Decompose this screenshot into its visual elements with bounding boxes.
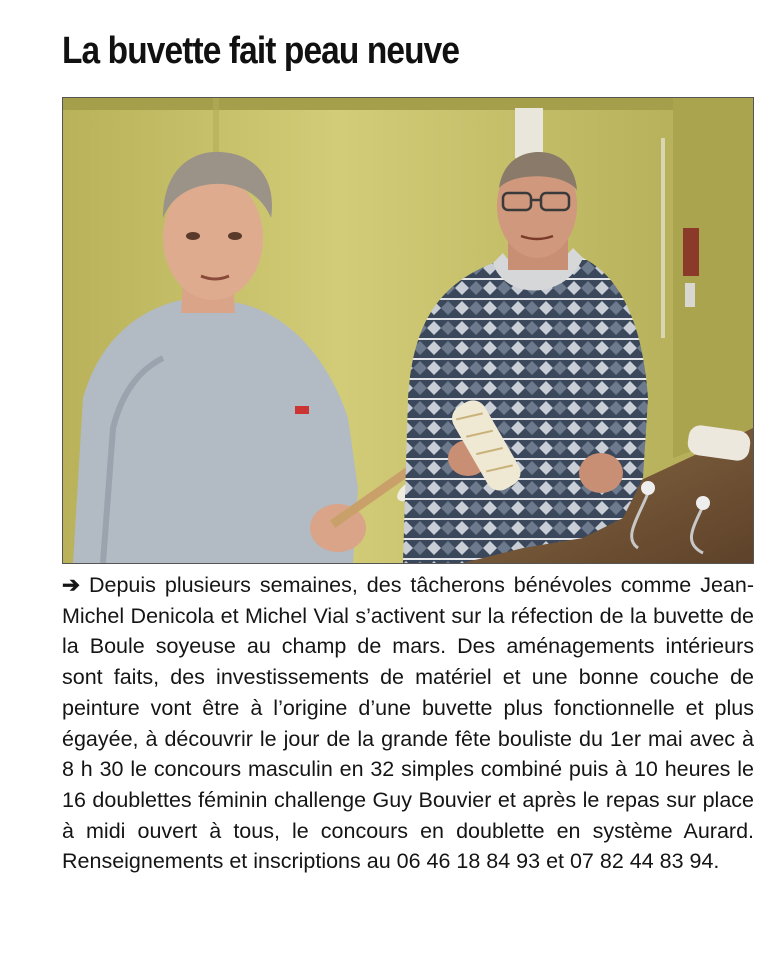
article-body [62,570,754,877]
article-headline: La buvette fait peau neuve [62,30,460,72]
arrow-right-icon: ➔ [62,573,81,597]
article-photo [62,97,754,564]
article-body-text: Depuis plusieurs semaines, des tâcherons bénévoles comme Jean-Michel Denicola et Michel Vial s’activent sur la réfection de la buvette de la Boule soyeuse au champ de mars. Des aménagements intérieurs sont faits, des investissements de matériel et une bonne couche de peinture vont être à l’origine d’une buvette plus fonctionnelle et plus égayée, à découvrir le jour de la grande fête bouliste du 1er mai avec à 8 h 30 le concours masculin en 32 simples combiné puis à 10 heures le 16 doublettes féminin challenge Guy Bouvier et après le repas sur place à midi ouvert à tous, le concours en doublette en système Aurard. Renseignements et inscriptions au 06 46 18 84 93 et 07 82 44 83 94. [62,573,755,874]
